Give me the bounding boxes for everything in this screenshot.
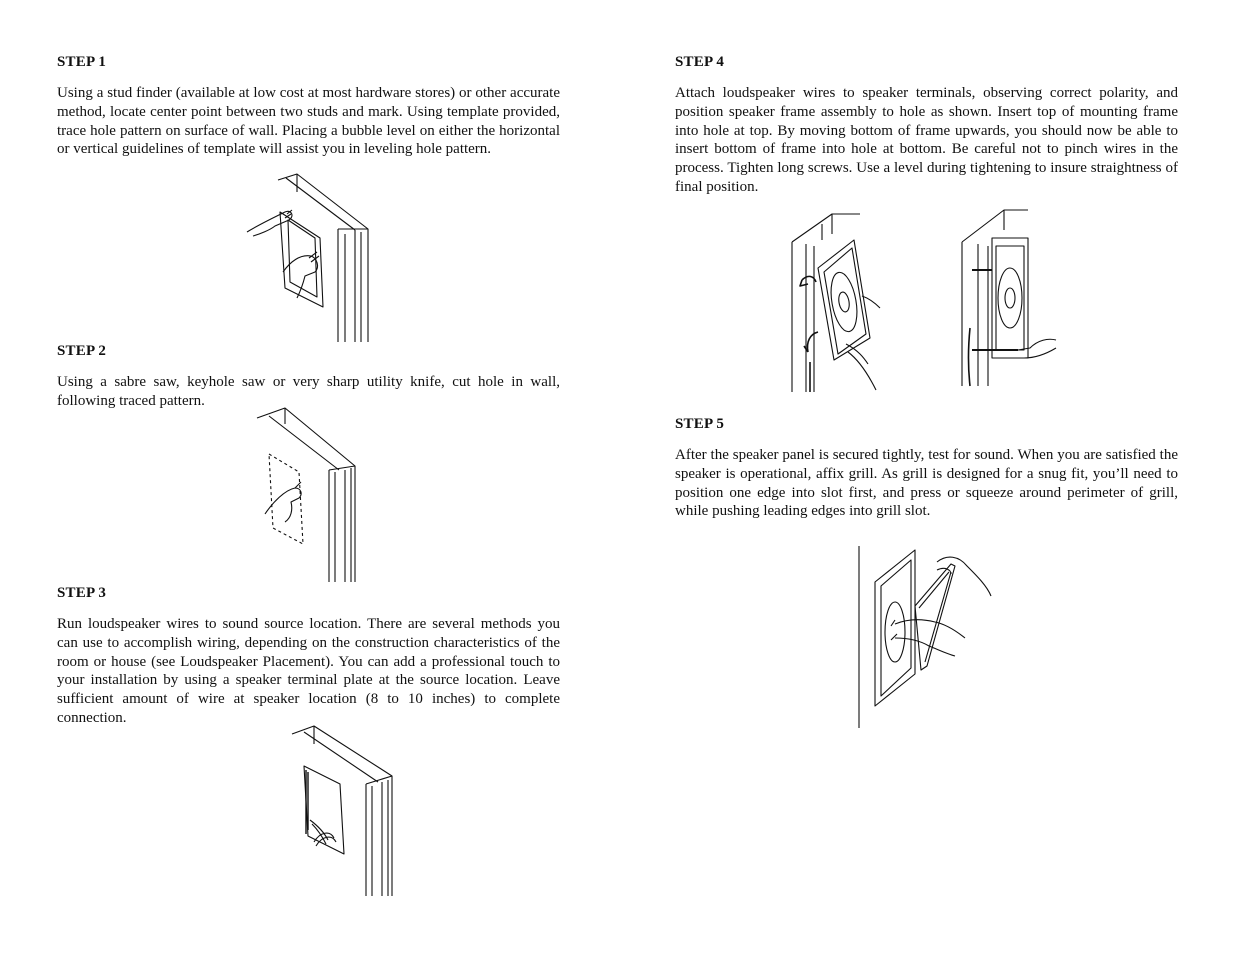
step-3-heading: STEP 3	[57, 585, 107, 601]
tighten-screws-illustration	[958, 208, 1058, 388]
step-3-text: Run loudspeaker wires to sound source location. There are several methods you can use to accomplish wiring, depending on the construction characteristics of the room or house (see Loudspeaker Placement). You can add a professional touch to your installation by using a speaker terminal plate at the source location. Leave sufficient amount of wire at speaker location (8 to 10 inches) to complete connection.	[57, 616, 560, 726]
step-2-text: Using a sabre saw, keyhole saw or very sharp utility knife, cut hole in wall, following traced pattern.	[57, 374, 560, 409]
step-1	[57, 54, 560, 159]
step-5-heading: STEP 5	[675, 416, 725, 432]
affix-grill-illustration	[855, 546, 995, 730]
insert-frame-illustration	[788, 212, 884, 394]
step-4	[675, 54, 1178, 197]
step-4-heading: STEP 4	[675, 54, 725, 70]
step-4-text: Attach loudspeaker wires to speaker terminals, observing correct polarity, and position speaker frame assembly to hole as shown. Insert top of mounting frame into hole at top. By moving bottom of frame upwards, you should now be able to insert bottom of frame into hole at bottom. Be careful not to pinch wires in the process. Tighten long screws. Use a level during tightening to insure straightness of final position.	[675, 85, 1178, 195]
step-1-text: Using a stud finder (available at low cost at most hardware stores) or other accurate method, locate center point between two studs and mark. Using template provided, trace hole pattern on surface of wall. Placing a bubble level on either the horizontal or vertical guidelines of template will assist you in leveling hole pattern.	[57, 85, 560, 158]
cut-hole-illustration	[255, 406, 360, 584]
step-3	[57, 585, 560, 728]
step-1-heading: STEP 1	[57, 54, 107, 70]
step-2-heading: STEP 2	[57, 343, 107, 359]
trace-template-illustration	[245, 172, 375, 344]
run-wires-illustration	[288, 724, 396, 898]
step-5-text: After the speaker panel is secured tightly, test for sound. When you are satisfied the speaker is operational, affix grill. As grill is designed for a snug fit, you’ll need to position one edge into slot first, and press or squeeze around perimeter of grill, while pushing leading edges into grill slot.	[675, 447, 1178, 520]
step-5	[675, 416, 1178, 521]
step-2	[57, 343, 560, 411]
